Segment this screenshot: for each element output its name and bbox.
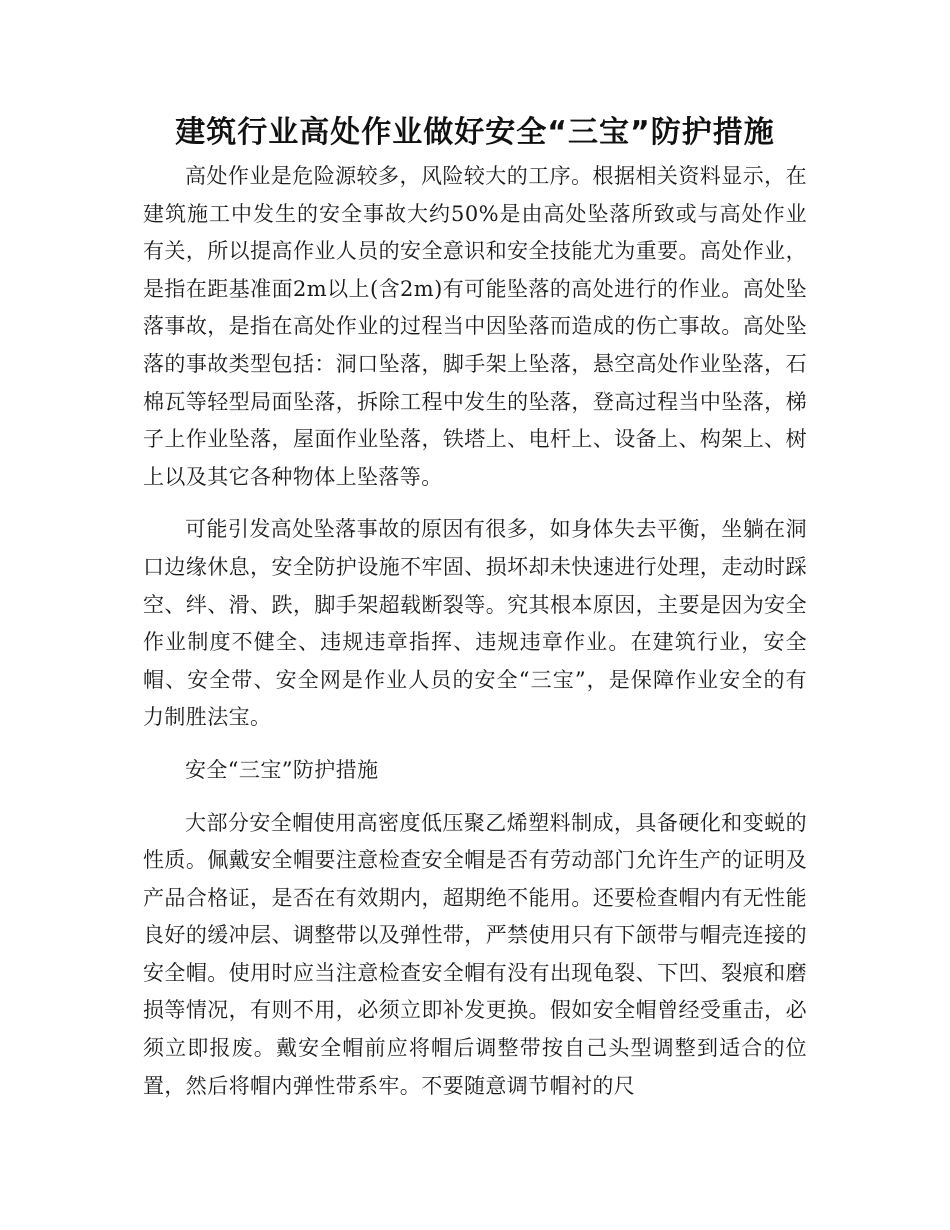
document-page: [143, 108, 807, 1105]
intro-paragraph: 高处作业是危险源较多，风险较大的工序。根据相关资料显示，在建筑施工中发生的安全事故大约50%是由高处坠落所致或与高处作业有关，所以提高作业人员的安全意识和安全技能尤为重要。高处作业，是指在距基准面2m以上(含2m)有可能坠落的高处进行的作业。高处坠落事故，是指在高处作业的过程当中因坠落而造成的伤亡事故。高处坠落的事故类型包括：洞口坠落，脚手架上坠落，悬空高处作业坠落，石棉瓦等轻型局面坠落，拆除工程中发生的坠落，登高过程当中坠落，梯子上作业坠落，屋面作业坠落，铁塔上、电杆上、设备上、构架上、树上以及其它各种物体上坠落等。: [143, 164, 807, 489]
helmet-paragraph: 大部分安全帽使用高密度低压聚乙烯塑料制成，具备硬化和变蜕的性质。佩戴安全帽要注意检查安全帽是否有劳动部门允许生产的证明及产品合格证，是否在有效期内，超期绝不能用。还要检查帽内有无性能良好的缓冲层、调整带以及弹性带，严禁使用只有下颌带与帽壳连接的安全帽。使用时应当注意检查安全帽有没有出现龟裂、下凹、裂痕和磨损等情况，有则不用，必须立即补发更换。假如安全帽曾经受重击，必须立即报废。戴安全帽前应将帽后调整带按自己头型调整到适合的位置，然后将帽内弹性带系牢。不要随意调节帽衬的尺: [143, 810, 807, 1098]
section-heading: 安全“三宝”防护措施: [185, 757, 379, 782]
document-title: 建筑行业高处作业做好安全“三宝”防护措施: [175, 115, 775, 150]
causes-paragraph: 可能引发高处坠落事故的原因有很多，如身体失去平衡，坐躺在洞口边缘休息，安全防护设施不牢固、损坏却未快速进行处理，走动时踩空、绊、滑、跌，脚手架超载断裂等。究其根本原因，主要是因为安全作业制度不健全、违规违章指挥、违规违章作业。在建筑行业，安全帽、安全带、安全网是作业人员的安全“三宝”，是保障作业安全的有力制胜法宝。: [143, 517, 807, 730]
